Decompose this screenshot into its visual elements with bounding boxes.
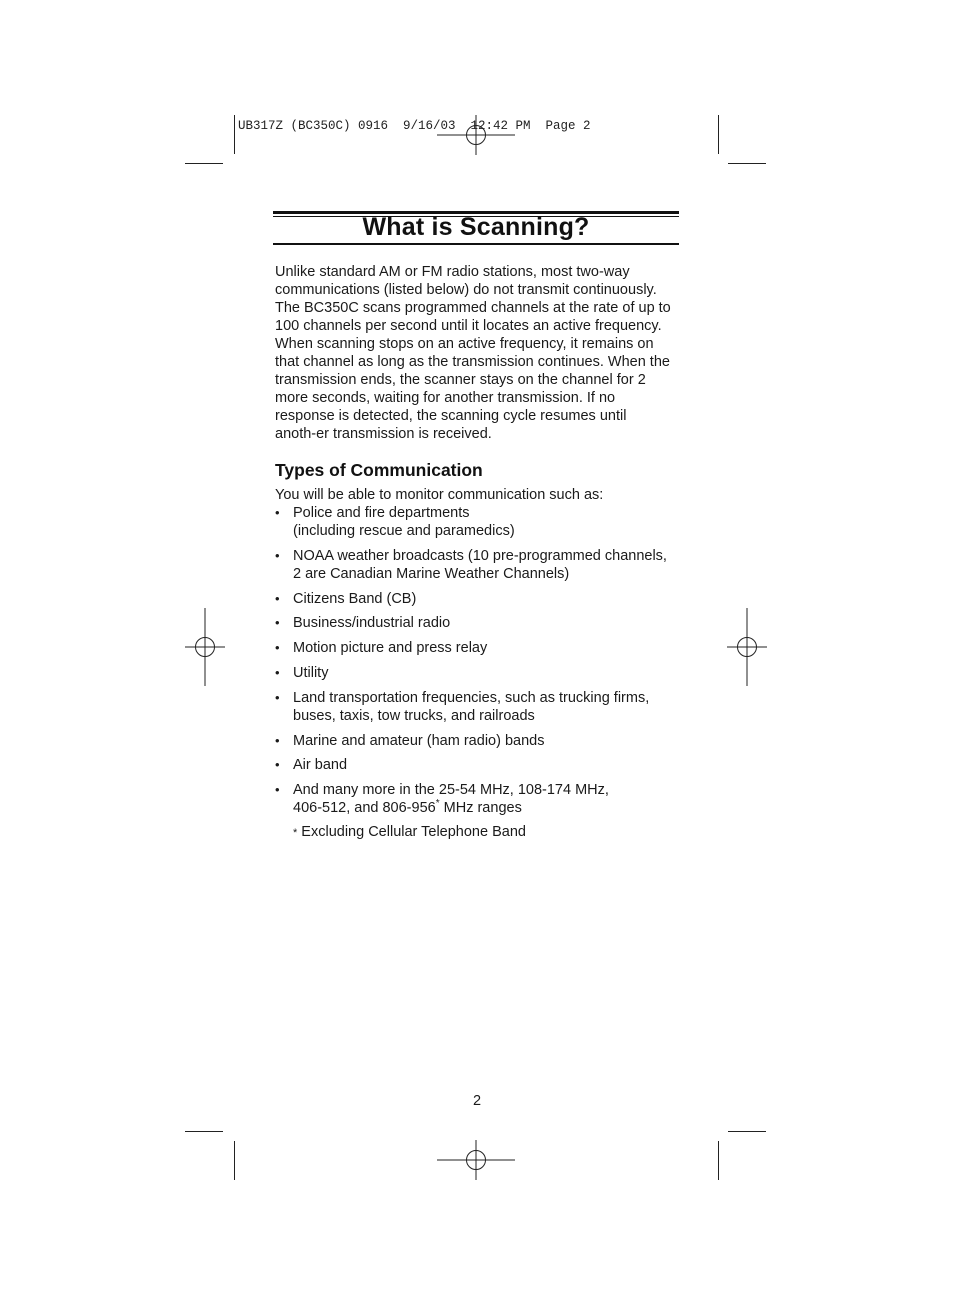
list-item-text: buses, taxis, tow trucks, and railroads [293, 707, 535, 724]
list-item-text: (including rescue and paramedics) [293, 523, 515, 539]
crop-mark-top-right-h [728, 163, 766, 164]
registration-mark-bottom-icon [437, 1140, 517, 1180]
list-item-text: Air band [293, 757, 348, 774]
crop-mark-bottom-left-v [234, 1141, 235, 1180]
crop-mark-bottom-right-h [728, 1131, 766, 1132]
list-item [275, 781, 685, 817]
crop-mark-top-left-v [234, 115, 235, 154]
list-item-text: Marine and amateur (ham radio) bands [293, 732, 545, 749]
body-line: response is detected, the scanning cycle resumes until [275, 408, 627, 424]
crop-mark-bottom-right-v [718, 1141, 719, 1180]
list-item [275, 590, 685, 608]
body-line: 100 channels per second until it locates an active frequency. [275, 318, 662, 334]
section-heading: Types of Communication [275, 460, 483, 480]
list-item-text: Land transportation frequencies, such as trucking firms, [293, 689, 650, 706]
list-item-text: Police and fire departments [293, 505, 470, 521]
section-intro: You will be able to monitor communication such as: [275, 487, 604, 503]
list-item [275, 756, 685, 774]
registration-mark-right-icon [727, 608, 767, 688]
list-item-text: 406-512, and 806-956 [293, 800, 436, 817]
list-item [275, 504, 685, 540]
footnote [293, 823, 526, 842]
body-line: transmission ends, the scanner stays on the channel for 2 [275, 372, 646, 388]
list-item [275, 689, 685, 725]
list-item-text: Utility [293, 664, 329, 681]
list-item-text: Citizens Band (CB) [293, 590, 417, 607]
body-paragraph [275, 263, 685, 443]
body-line: more seconds, waiting for another transmission. If no [275, 390, 616, 406]
body-line: Unlike standard AM or FM radio stations, most two-way [275, 264, 630, 280]
page-number: 2 [472, 1093, 482, 1109]
footnote-text: Excluding Cellular Telephone Band [297, 824, 526, 840]
list-item-text: Motion picture and press relay [293, 640, 488, 657]
list-item [275, 732, 685, 750]
list-item-text: NOAA weather broadcasts (10 pre-programmed channels, [293, 547, 667, 564]
body-line: that channel as long as the transmission continues. When the [275, 354, 670, 370]
list-item [275, 614, 685, 632]
list-item [275, 639, 685, 657]
list-item-text: And many more in the 25-54 MHz, 108-174 MHz, [293, 782, 609, 799]
crop-mark-top-left-h [185, 163, 223, 164]
body-line: communications (listed below) do not transmit continuously. [275, 282, 657, 298]
list-item-text: MHz ranges [439, 800, 522, 817]
body-line: The BC350C scans programmed channels at the rate of up to [275, 300, 671, 316]
list-item [275, 664, 685, 682]
title-rule-bottom [273, 243, 679, 245]
crop-mark-top-right-v [718, 115, 719, 154]
list-item-text: Business/industrial radio [293, 615, 451, 632]
registration-mark-left-icon [185, 608, 225, 688]
asterisk-superscript: * [435, 798, 440, 810]
footnote-asterisk: * [293, 827, 298, 839]
body-line: anoth-er transmission is received. [275, 426, 492, 442]
list-item-text: 2 are Canadian Marine Weather Channels) [293, 565, 570, 582]
communication-list [275, 504, 685, 824]
crop-mark-bottom-left-h [185, 1131, 223, 1132]
printer-slug: UB317Z (BC350C) 0916 9/16/03 12:42 PM Page 2 [238, 119, 591, 133]
page-title: What is Scanning? [362, 213, 590, 241]
body-line: When scanning stops on an active frequency, it remains on [275, 336, 654, 352]
list-item [275, 547, 685, 583]
registration-mark-top-icon [437, 115, 517, 155]
